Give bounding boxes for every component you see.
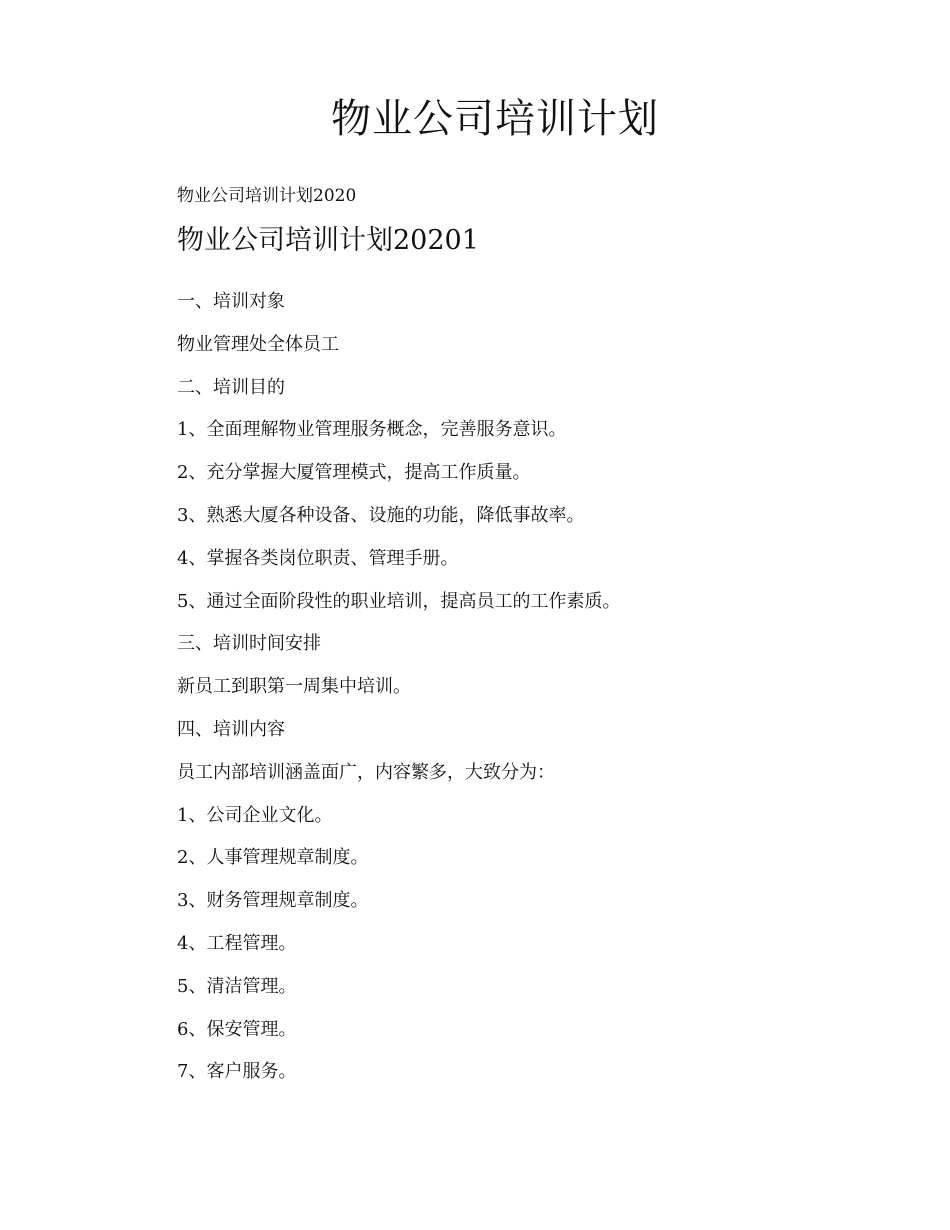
body-line: 三、培训时间安排 bbox=[177, 633, 321, 655]
body-line: 5、清洁管理。 bbox=[177, 975, 297, 997]
body-line: 7、客户服务。 bbox=[177, 1061, 297, 1083]
body-line: 1、公司企业文化。 bbox=[177, 804, 333, 826]
document-subtitle: 物业公司培训计划2020 bbox=[177, 186, 357, 206]
body-line: 4、掌握各类岗位职责、管理手册。 bbox=[177, 547, 459, 569]
body-line: 物业管理处全体员工 bbox=[177, 333, 339, 355]
body-line: 2、充分掌握大厦管理模式，提高工作质量。 bbox=[177, 462, 531, 484]
body-line: 1、全面理解物业管理服务概念，完善服务意识。 bbox=[177, 419, 567, 441]
body-line: 新员工到职第一周集中培训。 bbox=[177, 676, 411, 698]
body-line: 6、保安管理。 bbox=[177, 1018, 297, 1040]
body-line: 4、工程管理。 bbox=[177, 932, 297, 954]
body-line: 二、培训目的 bbox=[177, 376, 285, 398]
body-line: 3、熟悉大厦各种设备、设施的功能，降低事故率。 bbox=[177, 504, 585, 526]
body-line: 员工内部培训涵盖面广，内容繁多，大致分为： bbox=[177, 761, 555, 783]
document-body bbox=[177, 289, 620, 1102]
body-line: 2、人事管理规章制度。 bbox=[177, 847, 369, 869]
body-line: 3、财务管理规章制度。 bbox=[177, 890, 369, 912]
body-line: 5、通过全面阶段性的职业培训，提高员工的工作素质。 bbox=[177, 590, 621, 612]
body-line: 四、培训内容 bbox=[177, 718, 285, 740]
document-heading: 物业公司培训计划20201 bbox=[177, 225, 479, 256]
body-line: 一、培训对象 bbox=[177, 291, 285, 312]
document-title: 物业公司培训计划 bbox=[331, 96, 659, 142]
